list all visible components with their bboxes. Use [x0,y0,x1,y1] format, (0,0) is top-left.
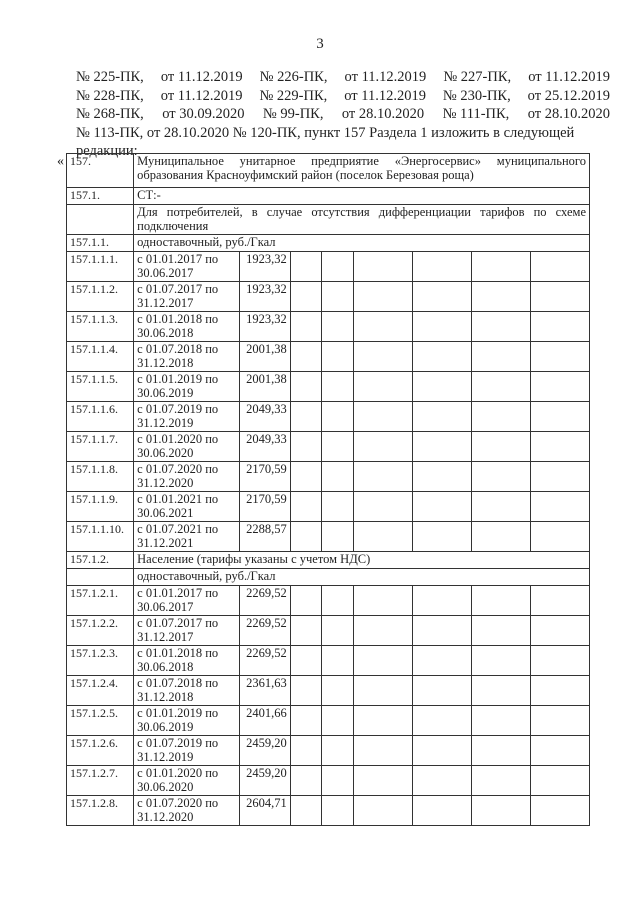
empty-cell [471,616,530,646]
tariff-value: 2049,33 [239,402,290,432]
empty-cell [353,646,412,676]
tariff-value: 2604,71 [239,796,290,826]
section-row [67,235,590,252]
tariff-period: с 01.01.2020 по 30.06.2020 [134,432,240,462]
tariff-value: 2459,20 [239,736,290,766]
section-row [67,205,590,235]
empty-cell [471,252,530,282]
tariff-row [67,706,590,736]
empty-cell [322,432,354,462]
empty-cell [530,432,589,462]
empty-cell [412,676,471,706]
empty-cell [530,312,589,342]
empty-cell [412,402,471,432]
empty-cell [471,462,530,492]
empty-cell [290,736,322,766]
empty-cell [471,492,530,522]
tariff-value: 1923,32 [239,252,290,282]
tariff-row [67,342,590,372]
tariff-value: 2049,33 [239,432,290,462]
tariff-value: 2361,63 [239,676,290,706]
empty-cell [353,522,412,552]
tariff-value: 2459,20 [239,766,290,796]
empty-cell [353,586,412,616]
empty-cell [530,402,589,432]
order-number: № 229-ПК, [259,87,328,104]
tariff-period: с 01.01.2018 по 30.06.2018 [134,312,240,342]
empty-cell [290,646,322,676]
empty-cell [530,766,589,796]
intro-paragraph [76,68,610,161]
section-number: 157.1.1. [67,235,134,252]
row-number: 157.1.1.2. [67,282,134,312]
tariff-row [67,736,590,766]
empty-cell [471,766,530,796]
empty-cell [290,676,322,706]
empty-cell [322,492,354,522]
empty-cell [530,676,589,706]
empty-cell [412,492,471,522]
empty-cell [353,736,412,766]
empty-cell [530,252,589,282]
empty-cell [412,646,471,676]
row-number: 157.1.2.4. [67,676,134,706]
empty-cell [322,252,354,282]
empty-cell [353,706,412,736]
empty-cell [353,342,412,372]
empty-cell [471,522,530,552]
order-date: от 11.12.2019 [344,69,427,85]
empty-cell [322,736,354,766]
order-number: № 230-ПК, [442,87,511,104]
tariff-row [67,402,590,432]
tariff-period: с 01.01.2017 по 30.06.2017 [134,252,240,282]
empty-cell [530,706,589,736]
row-number: 157.1.2.3. [67,646,134,676]
empty-cell [290,586,322,616]
empty-cell [290,372,322,402]
order-date: от 28.10.2020 [527,106,610,122]
empty-cell [353,282,412,312]
section-row [67,569,590,586]
tariff-row [67,462,590,492]
empty-cell [322,342,354,372]
order-date: от 28.10.2020 [341,106,425,122]
row-number: 157.1.2.1. [67,586,134,616]
empty-cell [353,766,412,796]
empty-cell [412,372,471,402]
tariff-period: с 01.07.2020 по 31.12.2020 [134,462,240,492]
empty-cell [290,766,322,796]
row-number: 157.1.2.8. [67,796,134,826]
tariff-value: 2269,52 [239,616,290,646]
tariff-row [67,586,590,616]
empty-cell [353,372,412,402]
empty-cell [290,462,322,492]
empty-cell [530,796,589,826]
empty-cell [353,616,412,646]
tariff-value: 1923,32 [239,282,290,312]
tariff-type: одноставочный, руб./Гкал [134,235,590,252]
empty-cell [322,616,354,646]
empty-cell [530,342,589,372]
empty-cell [322,676,354,706]
order-date: от 11.12.2019 [528,69,610,85]
opening-quote: « [57,154,64,169]
section-number: 157.1. [67,188,134,205]
row-number: 157.1.1.4. [67,342,134,372]
tariff-group-2 [67,586,590,826]
tariff-row [67,312,590,342]
tariff-value: 2269,52 [239,646,290,676]
empty-cell [530,492,589,522]
section-row [67,154,590,188]
empty-cell [530,462,589,492]
empty-cell [290,706,322,736]
tariff-period: с 01.01.2019 по 30.06.2019 [134,372,240,402]
empty-cell [290,282,322,312]
tariff-row [67,616,590,646]
empty-cell [412,282,471,312]
empty-cell [412,736,471,766]
empty-cell [353,462,412,492]
tariff-table [66,153,590,826]
empty-cell [322,312,354,342]
order-date: от 11.12.2019 [160,87,243,104]
empty-cell [322,372,354,402]
system-type: СТ:- [134,188,590,205]
order-date: от 30.09.2020 [162,106,245,122]
empty-cell [67,205,134,235]
empty-cell [471,282,530,312]
row-number: 157.1.1.10. [67,522,134,552]
tariff-value: 2269,52 [239,586,290,616]
row-number: 157.1.2.2. [67,616,134,646]
empty-cell [290,252,322,282]
empty-cell [353,796,412,826]
empty-cell [322,522,354,552]
row-number: 157.1.1.7. [67,432,134,462]
empty-cell [471,706,530,736]
empty-cell [412,252,471,282]
tariff-period: с 01.07.2021 по 31.12.2021 [134,522,240,552]
tariff-row [67,676,590,706]
empty-cell [353,432,412,462]
empty-cell [471,432,530,462]
tariff-value: 2288,57 [239,522,290,552]
row-number: 157.1.1.5. [67,372,134,402]
tariff-period: с 01.07.2017 по 31.12.2017 [134,282,240,312]
empty-cell [290,312,322,342]
row-number: 157.1.2.6. [67,736,134,766]
tariff-row [67,796,590,826]
empty-cell [322,646,354,676]
tariff-period: с 01.07.2018 по 31.12.2018 [134,342,240,372]
intro-line: редакции: [76,143,138,159]
tariff-row [67,766,590,796]
empty-cell [353,676,412,706]
tariff-period: с 01.07.2020 по 31.12.2020 [134,796,240,826]
order-number: № 99-ПК, [262,106,324,122]
empty-cell [322,706,354,736]
order-number: № 226-ПК, [259,69,328,85]
organization-name: Муниципальное унитарное предприятие «Энергосервис» муниципального образования Красноуфимский район (поселок Березовая роща) [134,154,590,188]
empty-cell [412,462,471,492]
empty-cell [353,312,412,342]
empty-cell [471,312,530,342]
empty-cell [290,796,322,826]
tariff-period: с 01.07.2018 по 31.12.2018 [134,676,240,706]
row-number: 157.1.2.5. [67,706,134,736]
empty-cell [322,796,354,826]
tariff-period: с 01.01.2019 по 30.06.2019 [134,706,240,736]
section-number: 157.1.2. [67,552,134,569]
empty-cell [322,462,354,492]
empty-cell [530,586,589,616]
empty-cell [471,796,530,826]
empty-cell [530,616,589,646]
empty-cell [471,646,530,676]
empty-cell [412,432,471,462]
empty-cell [530,282,589,312]
empty-cell [530,522,589,552]
empty-cell [471,586,530,616]
empty-cell [412,312,471,342]
consumer-category: Население (тарифы указаны с учетом НДС) [134,552,590,569]
empty-cell [353,492,412,522]
tariff-period: с 01.01.2018 по 30.06.2018 [134,646,240,676]
intro-line [76,68,610,87]
tariff-period: с 01.01.2020 по 30.06.2020 [134,766,240,796]
tariff-type: одноставочный, руб./Гкал [134,569,590,586]
empty-cell [290,616,322,646]
section-number: 157. [67,154,134,188]
page-number: 3 [316,36,324,52]
empty-cell [471,736,530,766]
empty-cell [412,586,471,616]
section-row [67,552,590,569]
order-date: от 25.12.2019 [527,87,610,104]
row-number: 157.1.2.7. [67,766,134,796]
empty-cell [530,736,589,766]
tariff-value: 2001,38 [239,372,290,402]
tariff-row [67,646,590,676]
empty-cell [471,402,530,432]
empty-cell [290,492,322,522]
order-number: № 228-ПК, [76,87,144,104]
tariff-value: 2170,59 [239,462,290,492]
order-number: № 268-ПК, [76,106,144,122]
order-date: от 11.12.2019 [344,87,426,104]
tariff-value: 2001,38 [239,342,290,372]
empty-cell [471,342,530,372]
tariff-period: с 01.07.2019 по 31.12.2019 [134,402,240,432]
empty-cell [412,522,471,552]
empty-cell [322,766,354,796]
empty-cell [471,372,530,402]
tariff-row [67,252,590,282]
tariff-group-1 [67,252,590,552]
tariff-period: с 01.07.2017 по 31.12.2017 [134,616,240,646]
order-number: № 111-ПК, [442,106,510,122]
tariff-value: 2401,66 [239,706,290,736]
empty-cell [290,522,322,552]
tariff-row [67,522,590,552]
order-number: № 227-ПК, [443,69,512,85]
tariff-row [67,492,590,522]
order-number: № 225-ПК, [76,69,144,85]
empty-cell [290,432,322,462]
intro-line [76,105,610,124]
order-date: от 11.12.2019 [160,69,243,85]
row-number: 157.1.1.9. [67,492,134,522]
row-number: 157.1.1.1. [67,252,134,282]
section-row [67,188,590,205]
tariff-row [67,372,590,402]
tariff-row [67,432,590,462]
tariff-row [67,282,590,312]
tariff-value: 2170,59 [239,492,290,522]
intro-line: № 113-ПК, от 28.10.2020 № 120-ПК, пункт 157 Раздела 1 изложить в следующей [76,124,575,141]
empty-cell [412,616,471,646]
empty-cell [530,372,589,402]
tariff-period: с 01.01.2021 по 30.06.2021 [134,492,240,522]
empty-cell [353,402,412,432]
row-number: 157.1.1.8. [67,462,134,492]
empty-cell [290,402,322,432]
row-number: 157.1.1.6. [67,402,134,432]
intro-line [76,87,610,106]
empty-cell [322,586,354,616]
tariff-value: 1923,32 [239,312,290,342]
empty-cell [353,252,412,282]
empty-cell [530,646,589,676]
empty-cell [471,676,530,706]
empty-cell [322,402,354,432]
row-number: 157.1.1.3. [67,312,134,342]
consumer-category: Для потребителей, в случае отсутствия дифференциации тарифов по схеме подключения [134,205,590,235]
empty-cell [67,569,134,586]
empty-cell [412,342,471,372]
tariff-period: с 01.07.2019 по 31.12.2019 [134,736,240,766]
empty-cell [412,796,471,826]
empty-cell [412,766,471,796]
empty-cell [290,342,322,372]
tariff-period: с 01.01.2017 по 30.06.2017 [134,586,240,616]
empty-cell [412,706,471,736]
empty-cell [322,282,354,312]
